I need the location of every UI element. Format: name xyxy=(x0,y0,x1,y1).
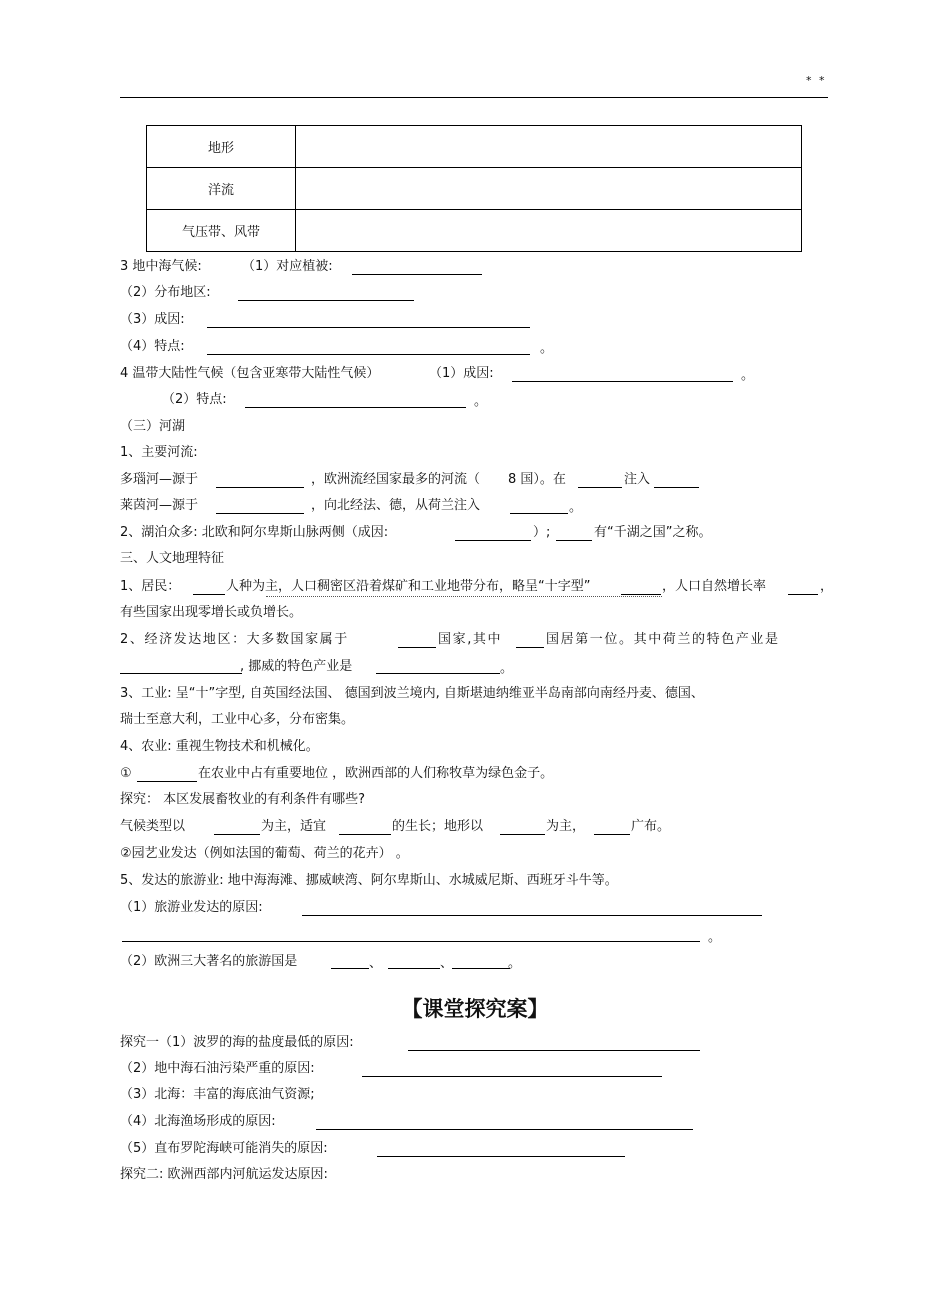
text-line: 。 xyxy=(474,394,488,409)
answer-blank[interactable] xyxy=(137,781,197,782)
answer-blank[interactable] xyxy=(207,327,530,328)
answer-blank[interactable] xyxy=(578,487,622,488)
table-answer-cell[interactable] xyxy=(296,126,802,168)
answer-blank[interactable] xyxy=(500,834,545,835)
answer-blank[interactable] xyxy=(207,354,530,355)
text-line: （1）成因: xyxy=(429,366,494,381)
text-line: 的生长；地形以 xyxy=(392,819,484,834)
text-line: 5、发达的旅游业: 地中海海滩、挪威峡湾、阿尔卑斯山、水城威尼斯、西班牙斗牛等。 xyxy=(120,873,618,888)
text-line: 2、湖泊众多: 北欧和阿尔卑斯山脉两侧（成因: xyxy=(120,525,389,540)
table-row xyxy=(147,168,802,210)
answer-blank[interactable] xyxy=(245,407,466,408)
header-mark: * * xyxy=(806,74,827,87)
text-line: 1、主要河流: xyxy=(120,445,198,460)
text-line: 8 国）。在 xyxy=(508,472,566,487)
text-line: 、 xyxy=(440,956,454,971)
text-line: （2）分布地区: xyxy=(120,285,211,300)
table-answer-cell[interactable] xyxy=(296,210,802,252)
text-line: 1、居民： xyxy=(120,579,181,594)
text-line: , 挪威的特色产业是 xyxy=(240,659,353,674)
answer-blank[interactable] xyxy=(621,594,661,595)
inquiry-line: 探究二: 欧洲西部内河航运发达原因: xyxy=(120,1167,328,1182)
answer-blank[interactable] xyxy=(238,300,414,301)
table-row-label: 气压带、风带 xyxy=(147,210,296,252)
answer-blank[interactable] xyxy=(216,513,304,514)
answer-blank[interactable] xyxy=(193,594,225,595)
inquiry-line: （5）直布罗陀海峡可能消失的原因: xyxy=(120,1141,328,1156)
text-line: ）; xyxy=(533,525,551,540)
inquiry-line: （3）北海：丰富的海底油气资源; xyxy=(120,1087,315,1102)
answer-blank[interactable] xyxy=(377,1156,625,1157)
text-line: 广布。 xyxy=(631,819,671,834)
text-line: 在农业中占有重要地位 ，欧洲西部的人们称牧草为绿色金子。 xyxy=(198,766,554,781)
text-line: 探究： 本区发展畜牧业的有利条件有哪些? xyxy=(120,792,366,807)
text-line: （2）特点: xyxy=(162,392,227,407)
inquiry-line: 探究一（1）波罗的海的盐度最低的原因: xyxy=(120,1035,354,1050)
answer-blank[interactable] xyxy=(302,915,762,916)
answer-blank[interactable] xyxy=(388,968,440,969)
text-line: ，向北经法、德，从荷兰注入 xyxy=(311,498,481,513)
text-line: 、 xyxy=(369,956,383,971)
text-line: 国家,其中 xyxy=(438,632,503,647)
table-row-label: 地形 xyxy=(147,126,296,168)
answer-blank[interactable] xyxy=(408,1050,700,1051)
climate-factor-table xyxy=(146,125,802,252)
text-line: （4）特点: xyxy=(120,339,185,354)
text-line: （2）欧洲三大著名的旅游国是 xyxy=(120,954,298,969)
answer-blank[interactable] xyxy=(398,647,436,648)
text-line: 瑞士至意大利，工业中心多，分布密集。 xyxy=(120,712,355,727)
answer-blank[interactable] xyxy=(788,594,818,595)
text-line: 注入 xyxy=(624,472,651,487)
answer-blank[interactable] xyxy=(331,968,369,969)
table-row-label: 洋流 xyxy=(147,168,296,210)
text-line: 有“千湖之国”之称。 xyxy=(594,525,712,540)
answer-blank[interactable] xyxy=(376,673,500,674)
text-line: 。 xyxy=(508,956,522,971)
answer-blank[interactable] xyxy=(654,487,699,488)
text-line: 4 温带大陆性气候（包含亚寒带大陆性气候） xyxy=(120,366,380,381)
dotted-underline xyxy=(266,596,662,597)
answer-blank[interactable] xyxy=(556,540,592,541)
answer-blank[interactable] xyxy=(452,968,510,969)
answer-blank[interactable] xyxy=(594,834,630,835)
text-line: ，欧洲流经国家最多的河流（ xyxy=(311,472,481,487)
text-line: 。 xyxy=(500,661,514,676)
text-line: 莱茵河—源于 xyxy=(120,498,199,513)
answer-blank[interactable] xyxy=(455,540,531,541)
text-line: ②园艺业发达（例如法国的葡萄、荷兰的花卉） 。 xyxy=(120,846,409,861)
text-line: 3 地中海气候: xyxy=(120,259,202,274)
answer-blank[interactable] xyxy=(216,487,304,488)
text-line: 。 xyxy=(540,341,554,356)
section-title: 【课堂探究案】 xyxy=(401,996,549,1021)
answer-blank[interactable] xyxy=(339,834,391,835)
text-line: 。 xyxy=(708,930,722,945)
text-line: ① xyxy=(120,766,132,781)
text-line: 人种为主，人口稠密区沿着煤矿和工业地带分布，略呈“十字型” xyxy=(226,579,591,594)
answer-blank[interactable] xyxy=(316,1129,693,1130)
text-line: 3、工业: 呈“十”字型, 自英国经法国、 德国到波兰境内, 自斯堪迪纳维亚半岛南部向南经丹麦、德国、 xyxy=(120,686,704,701)
text-line: （三）河湖 xyxy=(120,419,186,434)
answer-blank[interactable] xyxy=(512,381,733,382)
text-line: 三、人文地理特征 xyxy=(120,551,225,566)
text-line: ， xyxy=(820,579,834,594)
answer-blank[interactable] xyxy=(214,834,260,835)
text-line: 多瑙河—源于 xyxy=(120,472,199,487)
answer-blank[interactable] xyxy=(120,673,242,674)
answer-blank[interactable] xyxy=(510,513,568,514)
table-row xyxy=(147,210,802,252)
answer-blank[interactable] xyxy=(516,647,544,648)
header-rule xyxy=(120,97,828,98)
inquiry-line: （4）北海渔场形成的原因: xyxy=(120,1114,276,1129)
text-line: 国居第一位。其中荷兰的特色产业是 xyxy=(546,632,780,647)
answer-blank[interactable] xyxy=(352,274,482,275)
text-line: 为主， xyxy=(546,819,586,834)
text-line: （1）旅游业发达的原因: xyxy=(120,900,263,915)
text-line: 为主，适宜 xyxy=(261,819,327,834)
table-answer-cell[interactable] xyxy=(296,168,802,210)
text-line: 。 xyxy=(741,368,755,383)
text-line: 有些国家出现零增长或负增长。 xyxy=(120,605,303,620)
text-line: （1）对应植被: xyxy=(242,259,333,274)
text-line: 2、经济发达地区：大多数国家属于 xyxy=(120,632,349,647)
inquiry-line: （2）地中海石油污染严重的原因: xyxy=(120,1061,315,1076)
text-line: 气候类型以 xyxy=(120,819,186,834)
text-line: 。 xyxy=(569,500,583,515)
text-line: （3）成因: xyxy=(120,312,185,327)
answer-blank[interactable] xyxy=(122,941,700,942)
table-row xyxy=(147,126,802,168)
text-line: ，人口自然增长率 xyxy=(662,579,767,594)
text-line: 4、农业: 重视生物技术和机械化。 xyxy=(120,739,319,754)
answer-blank[interactable] xyxy=(362,1076,662,1077)
